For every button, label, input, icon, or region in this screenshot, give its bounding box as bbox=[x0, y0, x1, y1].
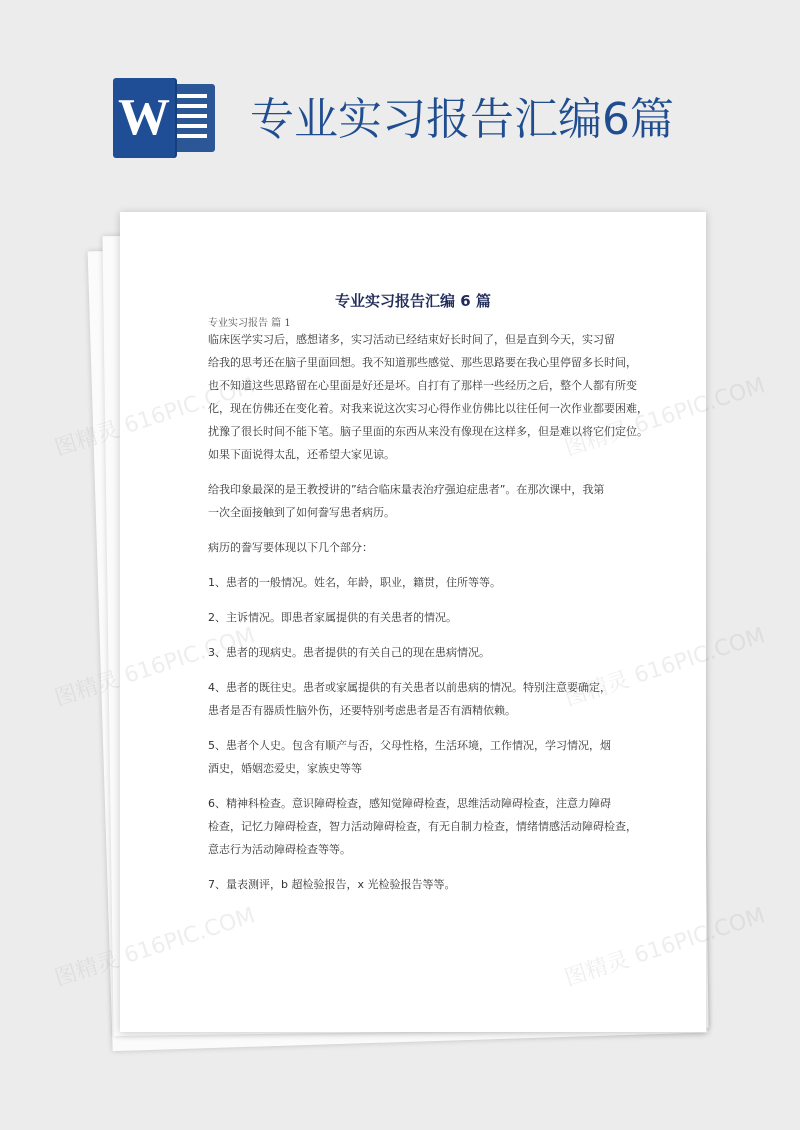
paragraph bbox=[208, 734, 624, 780]
watermark: 图精灵 bbox=[51, 417, 123, 462]
paragraph-line: 患者是否有器质性脑外伤，还要特别考虑患者是否有酒精依赖。 bbox=[208, 704, 516, 717]
paragraph bbox=[208, 792, 637, 861]
paragraph-line: 2、主诉情况。即患者家属提供的有关患者的情况。 bbox=[208, 611, 457, 624]
document-title: 专业实习报告汇编 6 篇 bbox=[335, 292, 491, 310]
paragraph bbox=[208, 873, 624, 896]
paragraph-line: 临床医学实习后，感想诸多，实习活动已经结束好长时间了，但是直到今天，实习留 bbox=[208, 333, 615, 346]
paragraph-line: 病历的誊写要体现以下几个部分： bbox=[208, 541, 373, 554]
paragraph-line: 5、患者个人史。包含有顺产与否，父母性格，生活环境，工作情况，学习情况，烟 bbox=[208, 739, 611, 752]
word-icon-letter: W bbox=[113, 78, 175, 158]
paragraph-line: 给我的思考还在脑子里面回想。我不知道那些感觉、那些思路要在我心里停留多长时间， bbox=[208, 356, 637, 369]
paragraph bbox=[208, 536, 624, 559]
paragraph bbox=[208, 606, 624, 629]
watermark: 图精灵 bbox=[51, 667, 123, 712]
paragraph bbox=[208, 328, 648, 466]
document-subtitle: 专业实习报告 篇 1 bbox=[208, 318, 291, 329]
paragraph-line: 化，现在仿佛还在变化着。对我来说这次实习心得作业仿佛比以往任何一次作业都要困难， bbox=[208, 402, 648, 415]
page-title: 专业实习报告汇编6篇 bbox=[250, 94, 674, 145]
paragraph-line: 意志行为活动障碍检查等等。 bbox=[208, 843, 351, 856]
paragraph-line: 检查，记忆力障碍检查，智力活动障碍检查，有无自制力检查，情绪情感活动障碍检查， bbox=[208, 820, 637, 833]
paragraph-line: 4、患者的既往史。患者或家属提供的有关患者以前患病的情况。特别注意要确定， bbox=[208, 681, 611, 694]
paragraph-line: 扰豫了很长时间不能下笔。脑子里面的东西从来没有像现在这样多，但是难以将它们定位。 bbox=[208, 425, 648, 438]
paragraph bbox=[208, 676, 624, 722]
document-page bbox=[120, 212, 706, 1032]
paragraph bbox=[208, 641, 624, 664]
header bbox=[0, 0, 800, 200]
paragraph bbox=[208, 571, 624, 594]
paragraph-line: 一次全面接触到了如何誊写患者病历。 bbox=[208, 506, 395, 519]
watermark: 图精灵 bbox=[51, 947, 123, 992]
paragraph-line: 酒史，婚姻恋爱史，家族史等等 bbox=[208, 762, 362, 775]
paragraph-line: 给我印象最深的是王教授讲的”结合临床量表治疗强迫症患者”。在那次课中，我第 bbox=[208, 483, 605, 496]
document-body bbox=[208, 328, 648, 908]
paragraph-line: 7、量表测评，b 超检验报告，x 光检验报告等等。 bbox=[208, 878, 456, 891]
paragraph-line: 也不知道这些思路留在心里面是好还是坏。自打有了那样一些经历之后，整个人都有所变 bbox=[208, 379, 637, 392]
paragraph-line: 如果下面说得太乱，还希望大家见谅。 bbox=[208, 448, 395, 461]
word-icon bbox=[113, 78, 215, 158]
paragraph-line: 1、患者的一般情况。姓名，年龄，职业，籍贯，住所等等。 bbox=[208, 576, 501, 589]
paragraph bbox=[208, 478, 624, 524]
paragraph-line: 3、患者的现病史。患者提供的有关自己的现在患病情况。 bbox=[208, 646, 490, 659]
paragraph-line: 6、精神科检查。意识障碍检查，感知觉障碍检查，思维活动障碍检查，注意力障碍 bbox=[208, 797, 611, 810]
